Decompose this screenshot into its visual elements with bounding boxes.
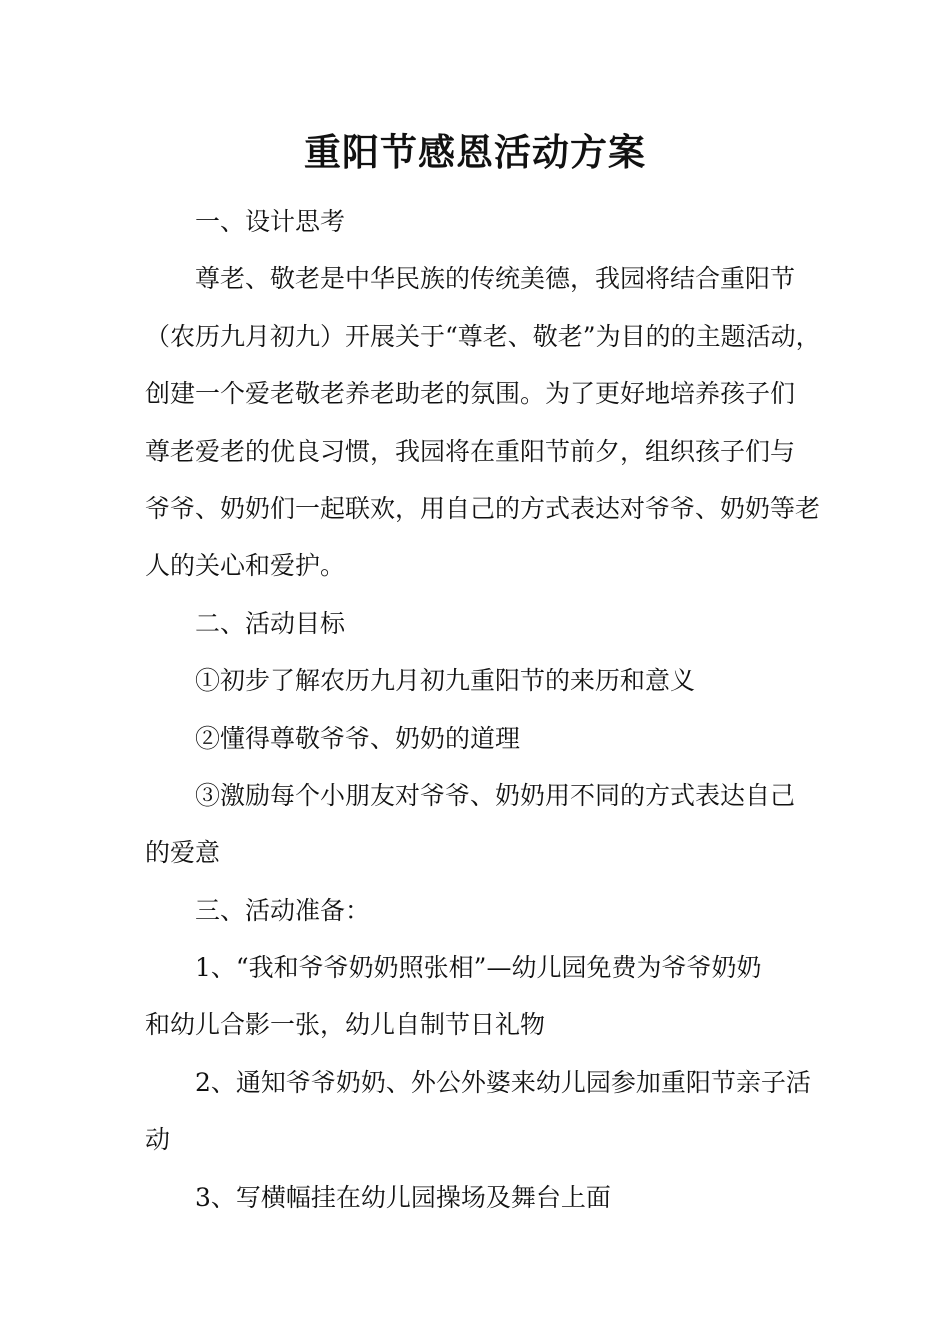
paragraph-line: 爷爷、奶奶们一起联欢，用自己的方式表达对爷爷、奶奶等老 <box>145 493 821 523</box>
preparation-item-continuation: 和幼儿合影一张，幼儿自制节日礼物 <box>145 1010 546 1040</box>
heading-design-thinking: 一、设计思考 <box>195 207 346 236</box>
heading-activity-preparation: 三、活动准备： <box>195 895 371 925</box>
paragraph-line: 尊老、敬老是中华民族的传统美德，我园将结合重阳节 <box>195 264 796 294</box>
heading-activity-goals: 二、活动目标 <box>195 608 346 638</box>
preparation-item: 2、通知爷爷奶奶、外公外婆来幼儿园参加重阳节亲子活 <box>195 1067 811 1097</box>
goal-item-continuation: 的爱意 <box>145 838 221 868</box>
document-title: 重阳节感恩活动方案 <box>304 130 646 174</box>
paragraph-line: （农历九月初九）开展关于“尊老、敬老”为目的的主题活动， <box>145 321 821 351</box>
paragraph-line: 创建一个爱老敬老养老助老的氛围。为了更好地培养孩子们 <box>145 379 796 409</box>
preparation-item: 3、写横幅挂在幼儿园操场及舞台上面 <box>195 1182 611 1212</box>
document-body <box>145 193 821 1226</box>
paragraph-line: 人的关心和爱护。 <box>145 551 346 581</box>
goal-item: ②懂得尊敬爷爷、奶奶的道理 <box>195 723 521 753</box>
preparation-item-continuation: 动 <box>145 1125 171 1155</box>
paragraph-line: 尊老爱老的优良习惯，我园将在重阳节前夕，组织孩子们与 <box>145 436 796 466</box>
preparation-item: 1、“我和爷爷奶奶照张相”—幼儿园免费为爷爷奶奶 <box>195 953 762 983</box>
goal-item: ③激励每个小朋友对爷爷、奶奶用不同的方式表达自己 <box>195 780 796 810</box>
goal-item: ①初步了解农历九月初九重阳节的来历和意义 <box>195 666 696 696</box>
